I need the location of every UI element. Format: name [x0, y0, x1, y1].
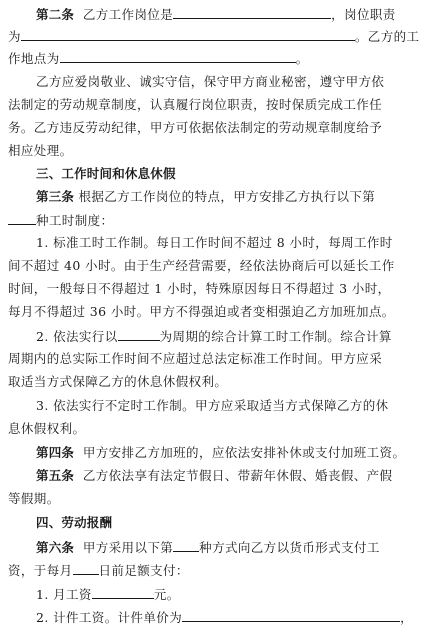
monthly-wage-blank[interactable]: [92, 586, 154, 599]
article-2-text-2: ，岗位职责: [331, 7, 396, 22]
article-3-text-2: 种工时制度：: [36, 213, 114, 228]
article-4-heading: 第四条: [36, 445, 75, 460]
article-5-line-2: 等假期。: [8, 491, 60, 506]
article-3-line-1: [36, 189, 375, 205]
option-2-line: 周期内的总实际工作时间不应超过总法定标准工作时间。甲方应采: [8, 351, 383, 366]
pay-day-blank[interactable]: [73, 562, 99, 575]
section-3-heading: 三、工作时间和休息休假: [36, 166, 176, 181]
option-3-line: 息休假权利。: [8, 421, 86, 436]
duty-line: 务。乙方违反劳动纪律，甲方可依据依法制定的劳动规章制度给予: [8, 120, 383, 135]
option-1-line: 时间，一般每日不得超过 1 小时，特殊原因每日不得超过 3 小时，: [8, 281, 391, 296]
article-5-heading: 第五条: [36, 468, 75, 483]
work-hours-type-blank[interactable]: [8, 212, 36, 225]
workplace-blank[interactable]: [60, 50, 296, 63]
position-blank[interactable]: [173, 6, 331, 19]
duty-line: 法制定的劳动规章制度，认真履行岗位职责，按时保质完成工作任: [8, 97, 383, 112]
article-4-line: [36, 445, 405, 461]
article-6-text-2: 种方式向乙方以货币形式支付工: [199, 540, 380, 555]
article-2-text-5: 作地点为: [8, 51, 60, 66]
article-3-line-2: [8, 212, 113, 229]
piece-wage-line: [36, 609, 413, 626]
article-2-text: 乙方工作岗位是: [82, 7, 174, 22]
article-6-text: 甲方采用以下第: [82, 540, 174, 555]
duty-line: 相应处理。: [8, 143, 73, 158]
monthly-wage-line: [36, 586, 180, 603]
article-4-text: 甲方安排乙方加班的，应依法安排补休或支付加班工资。: [82, 445, 406, 460]
piece-wage-label: 2. 计件工资。计件单价为: [36, 610, 183, 625]
option-2-line-1: [36, 328, 392, 345]
monthly-wage-label: 1. 月工资: [36, 587, 92, 602]
option-2-text: 2. 依法实行以: [36, 329, 118, 344]
period-blank[interactable]: [118, 328, 160, 341]
article-3-heading: 第三条: [36, 189, 75, 204]
article-2-text-3: 为: [8, 29, 21, 44]
article-6-text-4: 日前足额支付：: [98, 563, 189, 578]
piece-rate-blank[interactable]: [182, 609, 400, 622]
payment-method-blank[interactable]: [173, 539, 199, 552]
monthly-wage-unit: 元。: [153, 587, 180, 602]
option-1-line: 1. 标准工时工作制。每日工作时间不超过 8 小时，每周工作时: [36, 235, 393, 250]
article-2-line-1: [36, 6, 396, 23]
article-2-heading: 第二条: [36, 7, 75, 22]
piece-wage-comma: ，: [400, 610, 414, 625]
option-2-line: 取适当方式保障乙方的休息休假权利。: [8, 374, 228, 389]
article-6-line-2: [8, 562, 189, 579]
article-2-line-3: [8, 50, 309, 67]
duty-blank[interactable]: [21, 28, 355, 41]
article-2-text-6: 。: [295, 51, 309, 66]
article-6-heading: 第六条: [36, 540, 75, 555]
article-2-line-2: [8, 28, 419, 45]
article-2-text-4: 。乙方的工: [354, 29, 420, 44]
section-4-heading: 四、劳动报酬: [36, 515, 113, 530]
article-5-text: 乙方依法享有法定节假日、带薪年休假、婚丧假、产假: [82, 468, 393, 483]
article-6-text-3: 资，于每月: [8, 563, 73, 578]
duty-line: 乙方应爱岗敬业、诚实守信，保守甲方商业秘密，遵守甲方依: [36, 74, 385, 89]
option-3-line: 3. 依法实行不定时工作制。甲方应采取适当方式保障乙方的休: [36, 398, 389, 413]
article-6-line-1: [36, 539, 380, 556]
article-3-text: 根据乙方工作岗位的特点，甲方安排乙方执行以下第: [78, 189, 376, 204]
option-1-line: 每月不得超过 36 小时。甲方不得强迫或者变相强迫乙方加班加点。: [8, 304, 395, 319]
article-5-line-1: [36, 468, 392, 484]
option-2-text-2: 为周期的综合计算工时工作制。综合计算: [159, 329, 392, 344]
option-1-line: 间不超过 40 小时。由于生产经营需要，经依法协商后可以延长工作: [8, 258, 395, 273]
